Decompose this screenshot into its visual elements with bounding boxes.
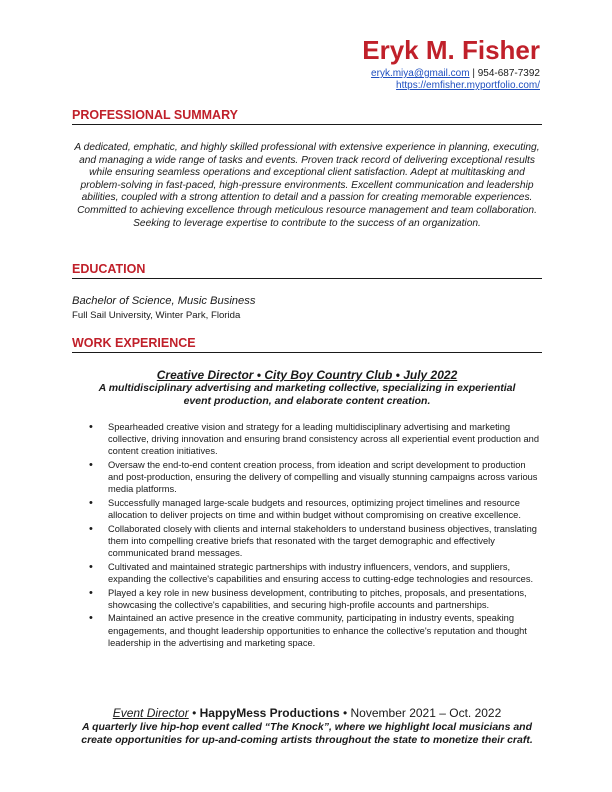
job-title-event-director xyxy=(72,706,542,720)
company-name: HappyMess Productions xyxy=(199,706,340,720)
job-description: A quarterly live hip-hop event called “The Knock”, where we highlight local musicians and create opportunities for up-and-coming artists throughout the state to monetize their craft. xyxy=(81,721,533,746)
list-item: • Collaborated closely with clients and internal stakeholders to understand business objectives, translating them into compelling creative briefs that resonated with the target demographic and effectively communicated brand messages. xyxy=(72,523,542,560)
school: Full Sail University, Winter Park, Florida xyxy=(72,310,241,321)
list-item: • Maintained an active presence in the creative community, participating in industry events, speaking engagements, and thought leadership opportunities to enhance the collective's reputation and thought leadership in the advertising and marketing space. xyxy=(72,612,542,649)
list-item: • Played a key role in new business development, contributing to pitches, proposals, and presentations, showcasing the collective's capabilities, and securing high-profile accounts and partnerships. xyxy=(72,587,542,611)
responsibility-list xyxy=(72,421,542,650)
degree: Bachelor of Science, Music Business xyxy=(72,295,256,307)
section-heading-summary: PROFESSIONAL SUMMARY xyxy=(72,108,542,125)
phone-number: | 954-687-7392 xyxy=(472,68,540,79)
section-heading-education: EDUCATION xyxy=(72,262,542,279)
separator: • xyxy=(339,706,351,720)
job-description: A multidisciplinary advertising and marketing collective, specializing in experiential event production, and elaborate content creation. xyxy=(98,382,516,407)
email-link[interactable]: eryk.miya@gmail.com xyxy=(371,68,470,79)
list-item: • Spearheaded creative vision and strategy for a leading multidisciplinary advertising and marketing collective, driving innovation and ensuring brand consistency across all experiential event production and content creation initiatives. xyxy=(72,421,542,458)
separator: • xyxy=(188,706,200,720)
job-dates: November 2021 – Oct. 2022 xyxy=(350,706,502,720)
summary-text: A dedicated, emphatic, and highly skilled professional with extensive experience in planning, executing, and managing a wide range of tasks and events. Proven track record of delivering exceptional results while ensuring seamless operations and exceptional client satisfaction. Adept at multitasking and problem-solving in fast-paced, high-pressure environments. Excellent communication and leadership abilities, coupled with a strong attention to detail and a passion for creating memorable experiences. Committed to achieving excellence through meticulous resource management and team collaboration. Seeking to leverage expertise to contribute to the success of an organization. xyxy=(74,142,540,229)
list-item: • Cultivated and maintained strategic partnerships with industry influencers, vendors, and suppliers, expanding the collective's capabilities and ensuring access to cutting-edge technologies and resources. xyxy=(72,561,542,585)
list-item: • Oversaw the end-to-end content creation process, from ideation and script development to production and post-production, ensuring the delivery of compelling and visually stunning campaigns across various media platforms. xyxy=(72,459,542,496)
contact-block xyxy=(240,68,540,92)
section-heading-experience: WORK EXPERIENCE xyxy=(72,336,542,353)
job-title-creative-director: Creative Director • City Boy Country Club • July 2022 xyxy=(156,368,458,382)
portfolio-link[interactable]: https://emfisher.myportfolio.com/ xyxy=(396,80,540,91)
job-role: Event Director xyxy=(112,706,189,720)
list-item: • Successfully managed large-scale budgets and resources, optimizing project timelines and resource allocation to deliver projects on time and within budget without compromising on creative excellence. xyxy=(72,497,542,521)
candidate-name: Eryk M. Fisher xyxy=(362,35,540,65)
